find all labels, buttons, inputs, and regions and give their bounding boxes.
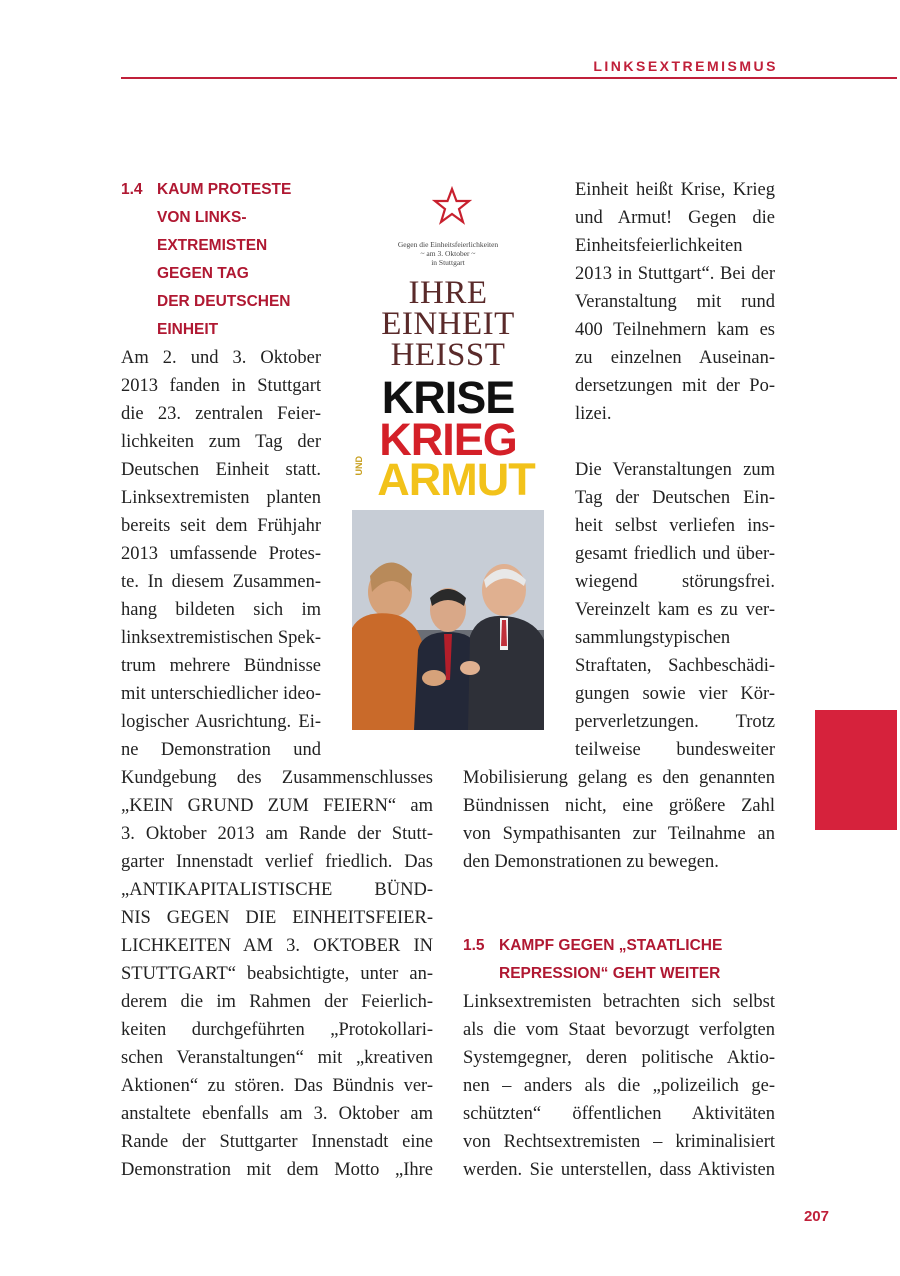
text-line: Tag der Deutschen Ein- xyxy=(575,488,775,508)
text-line: Linksextremisten betrachten sich selbst xyxy=(463,992,775,1012)
page-number: 207 xyxy=(803,1208,829,1225)
text-line: 400 Teilnehmern kam es xyxy=(575,320,775,340)
text-line: Deutschen Einheit statt. xyxy=(121,460,321,480)
text-line: Veranstaltung mit rund xyxy=(575,292,775,312)
text-line: zu einzelnen Auseinan- xyxy=(575,348,775,368)
text-line: „KEIN GRUND ZUM FEIERN“ am xyxy=(121,796,433,816)
text-line: lizei. xyxy=(575,404,612,424)
text-line: trum mehrere Bündnisse xyxy=(121,656,321,676)
text-line: Straftaten, Sachbeschädi- xyxy=(575,656,775,676)
heading-line: EINHEIT xyxy=(157,321,219,338)
heading-line: DER DEUTSCHEN xyxy=(157,293,291,310)
poster-image xyxy=(352,180,544,730)
text-line: 3. Oktober 2013 am Rande der Stutt- xyxy=(121,824,433,844)
people-photo-icon xyxy=(352,510,544,730)
text-line: 2013 in Stuttgart“. Bei der xyxy=(575,264,775,284)
text-line: anstaltete ebenfalls am 3. Oktober am xyxy=(121,1104,433,1124)
header-rule xyxy=(121,77,897,79)
poster-small-text: ~ am 3. Oktober ~ xyxy=(420,249,476,258)
text-line: Mobilisierung gelang es den genannten xyxy=(463,768,775,788)
text-line: keiten durchgeführten „Protokollari- xyxy=(121,1020,433,1040)
section-tab-marker xyxy=(815,710,897,830)
text-line: als die vom Staat bevorzugt verfolgten xyxy=(463,1020,775,1040)
poster-krise: KRISE xyxy=(381,372,515,423)
heading-line: REPRESSION“ GEHT WEITER xyxy=(499,965,721,982)
heading-line: KAUM PROTESTE xyxy=(157,181,292,198)
column-3-narrow-b xyxy=(575,456,775,764)
text-line: gesamt friedlich und über- xyxy=(575,544,775,564)
text-line: von Rechtsextremisten – kriminalisiert xyxy=(463,1132,775,1152)
text-line: gungen sowie vier Kör- xyxy=(575,684,775,704)
text-line: hang bildeten sich im xyxy=(121,600,321,620)
text-line: „ANTIKAPITALISTISCHE BÜND- xyxy=(121,880,433,900)
poster-headline: IHRE xyxy=(408,275,488,311)
heading-line: GEGEN TAG xyxy=(157,265,249,282)
text-line: bereits seit dem Frühjahr xyxy=(121,516,321,536)
column-1-wide xyxy=(121,764,433,1184)
text-line: und Armut! Gegen die xyxy=(575,208,775,228)
text-line: von Sympathisanten zur Teilnahme an xyxy=(463,824,775,844)
poster-headline: HEISST xyxy=(390,337,506,373)
text-line: Einheitsfeierlichkeiten xyxy=(575,236,743,256)
column-3-narrow-a xyxy=(575,176,775,428)
text-line: sammlungstypischen xyxy=(575,628,731,648)
poster-small-text: in Stuttgart xyxy=(431,258,465,267)
poster-und: UND xyxy=(354,456,364,476)
text-line: heit selbst verliefen ins- xyxy=(575,516,775,536)
text-line: linksextremistischen Spek- xyxy=(121,628,321,648)
poster-headline: EINHEIT xyxy=(381,306,515,342)
text-line: garter Innenstadt verlief friedlich. Das xyxy=(121,852,433,872)
text-line: derem die im Rahmen der Feierlich- xyxy=(121,992,433,1012)
text-line: ne Demonstration und xyxy=(121,740,321,760)
text-line: mit unterschiedlicher ideo- xyxy=(121,684,321,704)
text-line: werden. Sie unterstellen, dass Aktivisten xyxy=(463,1160,775,1180)
text-line: schützten“ öffentlichen Aktivitäten xyxy=(463,1104,775,1124)
text-line: Bündnissen nicht, eine größere Zahl xyxy=(463,796,775,816)
heading-line: KAMPF GEGEN „STAATLICHE xyxy=(499,937,723,954)
text-line: STUTTGART“ beabsichtigte, unter an- xyxy=(121,964,433,984)
text-line: perverletzungen. Trotz xyxy=(575,712,775,732)
text-line: Kundgebung des Zusammenschlusses xyxy=(121,768,433,788)
text-line: schen Veranstaltungen“ mit „kreativen xyxy=(121,1048,433,1068)
text-line: wiegend störungsfrei. xyxy=(575,572,775,592)
running-head: LINKSEXTREMISMUS xyxy=(593,58,778,74)
section-heading-1-4 xyxy=(121,176,331,344)
poster-armut: ARMUT xyxy=(377,454,535,505)
text-line: dersetzungen mit der Po- xyxy=(575,376,775,396)
column-2-wide-a xyxy=(463,764,775,876)
text-line: te. In diesem Zusammen- xyxy=(121,572,321,592)
poster-krieg: KRIEG xyxy=(379,414,517,465)
section-number: 1.5 xyxy=(463,937,485,954)
text-line: Die Veranstaltungen zum xyxy=(575,460,775,480)
text-line: Demonstration mit dem Motto „Ihre xyxy=(121,1160,433,1180)
text-line: Linksextremisten planten xyxy=(121,488,321,508)
poster-small-text: Gegen die Einheitsfeierlichkeiten xyxy=(397,240,499,249)
text-line: Vereinzelt kam es zu ver- xyxy=(575,600,775,620)
text-line: Am 2. und 3. Oktober xyxy=(121,348,321,368)
red-star-icon xyxy=(432,186,472,226)
text-line: Einheit heißt Krise, Krieg xyxy=(575,180,775,200)
text-line: den Demonstrationen zu bewegen. xyxy=(463,852,719,872)
text-line: 2013 fanden in Stuttgart xyxy=(121,376,321,396)
column-1-narrow xyxy=(121,344,321,764)
text-line: Systemgegner, deren politische Aktio- xyxy=(463,1048,775,1068)
text-line: 2013 umfassende Protes- xyxy=(121,544,321,564)
section-number: 1.4 xyxy=(121,181,143,198)
section-heading-1-5 xyxy=(463,932,783,988)
text-line: logischer Ausrichtung. Ei- xyxy=(121,712,321,732)
text-line: lichkeiten zum Tag der xyxy=(121,432,321,452)
heading-line: EXTREMISTEN xyxy=(157,237,268,254)
text-line: LICHKEITEN AM 3. OKTOBER IN xyxy=(121,936,433,956)
text-line: Aktionen“ zu stören. Das Bündnis ver- xyxy=(121,1076,433,1096)
text-line: NIS GEGEN DIE EINHEITSFEIER- xyxy=(121,908,433,928)
poster-photo xyxy=(352,510,544,730)
column-2-wide-b xyxy=(463,988,775,1184)
text-line: Rande der Stuttgarter Innenstadt eine xyxy=(121,1132,433,1152)
heading-line: VON LINKS- xyxy=(157,209,247,226)
text-line: nen – anders als die „polizeilich ge- xyxy=(463,1076,775,1096)
text-line: teilweise bundesweiter xyxy=(575,740,775,760)
text-line: die 23. zentralen Feier- xyxy=(121,404,321,424)
